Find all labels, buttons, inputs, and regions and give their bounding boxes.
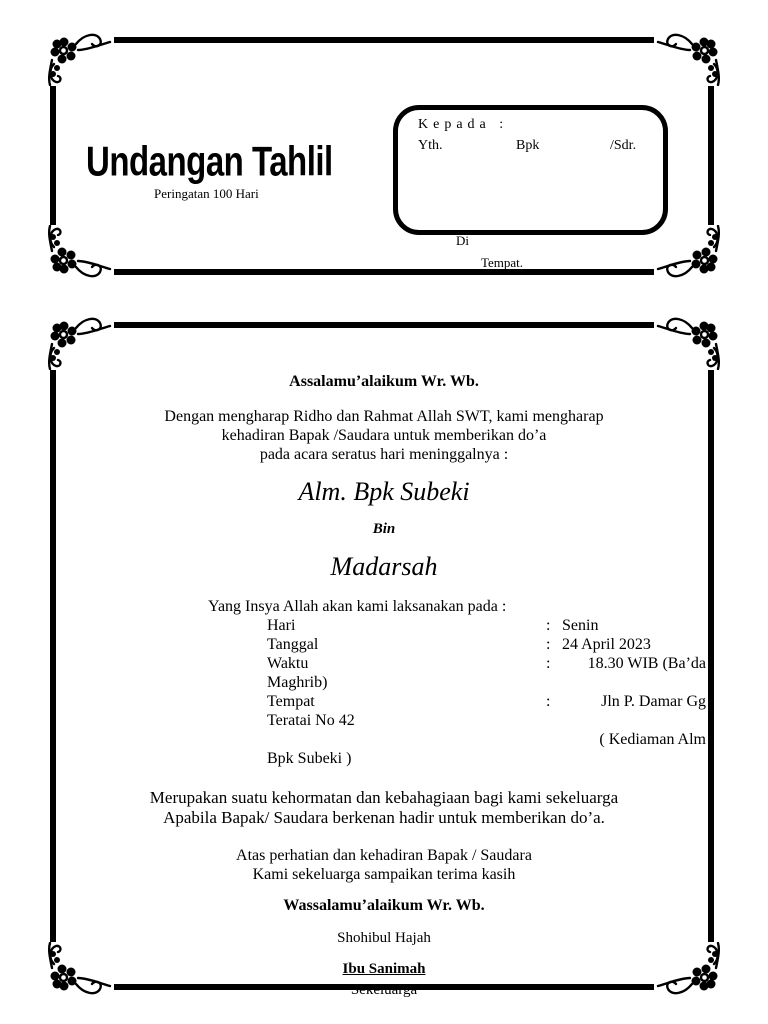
address-bpk: Bpk — [516, 138, 540, 153]
detail-date-value: 24 April 2023 — [562, 636, 651, 653]
bin-label: Bin — [372, 521, 396, 537]
family-label: Sekeluarga — [350, 982, 418, 998]
announce-text: Yang Insya Allah akan kami laksanakan pada : — [208, 598, 507, 615]
flower-ornament-icon — [42, 30, 114, 86]
page-title: Undangan Tahlil — [86, 138, 333, 185]
flower-ornament-icon — [654, 314, 726, 370]
host-label: Shohibul Hajah — [337, 930, 431, 946]
letter-greeting: Assalamu’alaikum Wr. Wb. — [289, 373, 479, 390]
closing-text: Merupakan suatu kehormatan dan kebahagiaan bagi kami sekeluarga Apabila Bapak/ Saudara berkenan hadir untuk memberikan do’a. — [149, 788, 619, 827]
address-yth: Yth. — [418, 138, 443, 153]
detail-colon: : — [546, 693, 551, 710]
address-sdr: /Sdr. — [610, 138, 637, 153]
flower-ornament-icon — [654, 225, 726, 281]
address-di: Di — [456, 233, 469, 248]
flower-ornament-icon — [42, 225, 114, 281]
detail-colon: : — [546, 636, 551, 653]
closing-greeting: Wassalamu’alaikum Wr. Wb. — [283, 897, 485, 914]
letter-intro: Dengan mengharap Ridho dan Rahmat Allah SWT, kami mengharap kehadiran Bapak /Saudara untuk memberikan do’a pada acara seratus hari meninggalnya : — [164, 408, 604, 463]
detail-place-cont: Teratai No 42 — [267, 712, 355, 729]
father-name: Madarsah — [330, 552, 438, 581]
flower-ornament-icon — [654, 30, 726, 86]
thanks-text: Atas perhatian dan kehadiran Bapak / Saudara Kami sekeluarga sampaikan terima kasih — [236, 847, 532, 883]
detail-colon: : — [546, 655, 551, 672]
flower-ornament-icon — [42, 314, 114, 370]
detail-place-note: ( Kediaman Alm — [599, 731, 706, 748]
detail-place-note-cont: Bpk Subeki ) — [267, 750, 352, 767]
page-subtitle: Peringatan 100 Hari — [154, 186, 259, 201]
detail-colon: : — [546, 617, 551, 634]
detail-place-value: Jln P. Damar Gg — [601, 693, 706, 710]
detail-place-label: Tempat — [267, 693, 315, 710]
detail-time-value: 18.30 WIB (Ba’da — [587, 655, 706, 672]
address-tempat: Tempat. — [481, 255, 524, 270]
signer-name: Ibu Sanimah — [342, 961, 426, 977]
detail-time-cont: Maghrib) — [267, 674, 328, 691]
detail-time-label: Waktu — [267, 655, 309, 672]
address-to-label: Kepada : — [418, 117, 509, 132]
deceased-name: Alm. Bpk Subeki — [298, 477, 470, 506]
detail-day-value: Senin — [562, 617, 599, 634]
detail-day-label: Hari — [267, 617, 296, 634]
detail-date-label: Tanggal — [267, 636, 319, 653]
